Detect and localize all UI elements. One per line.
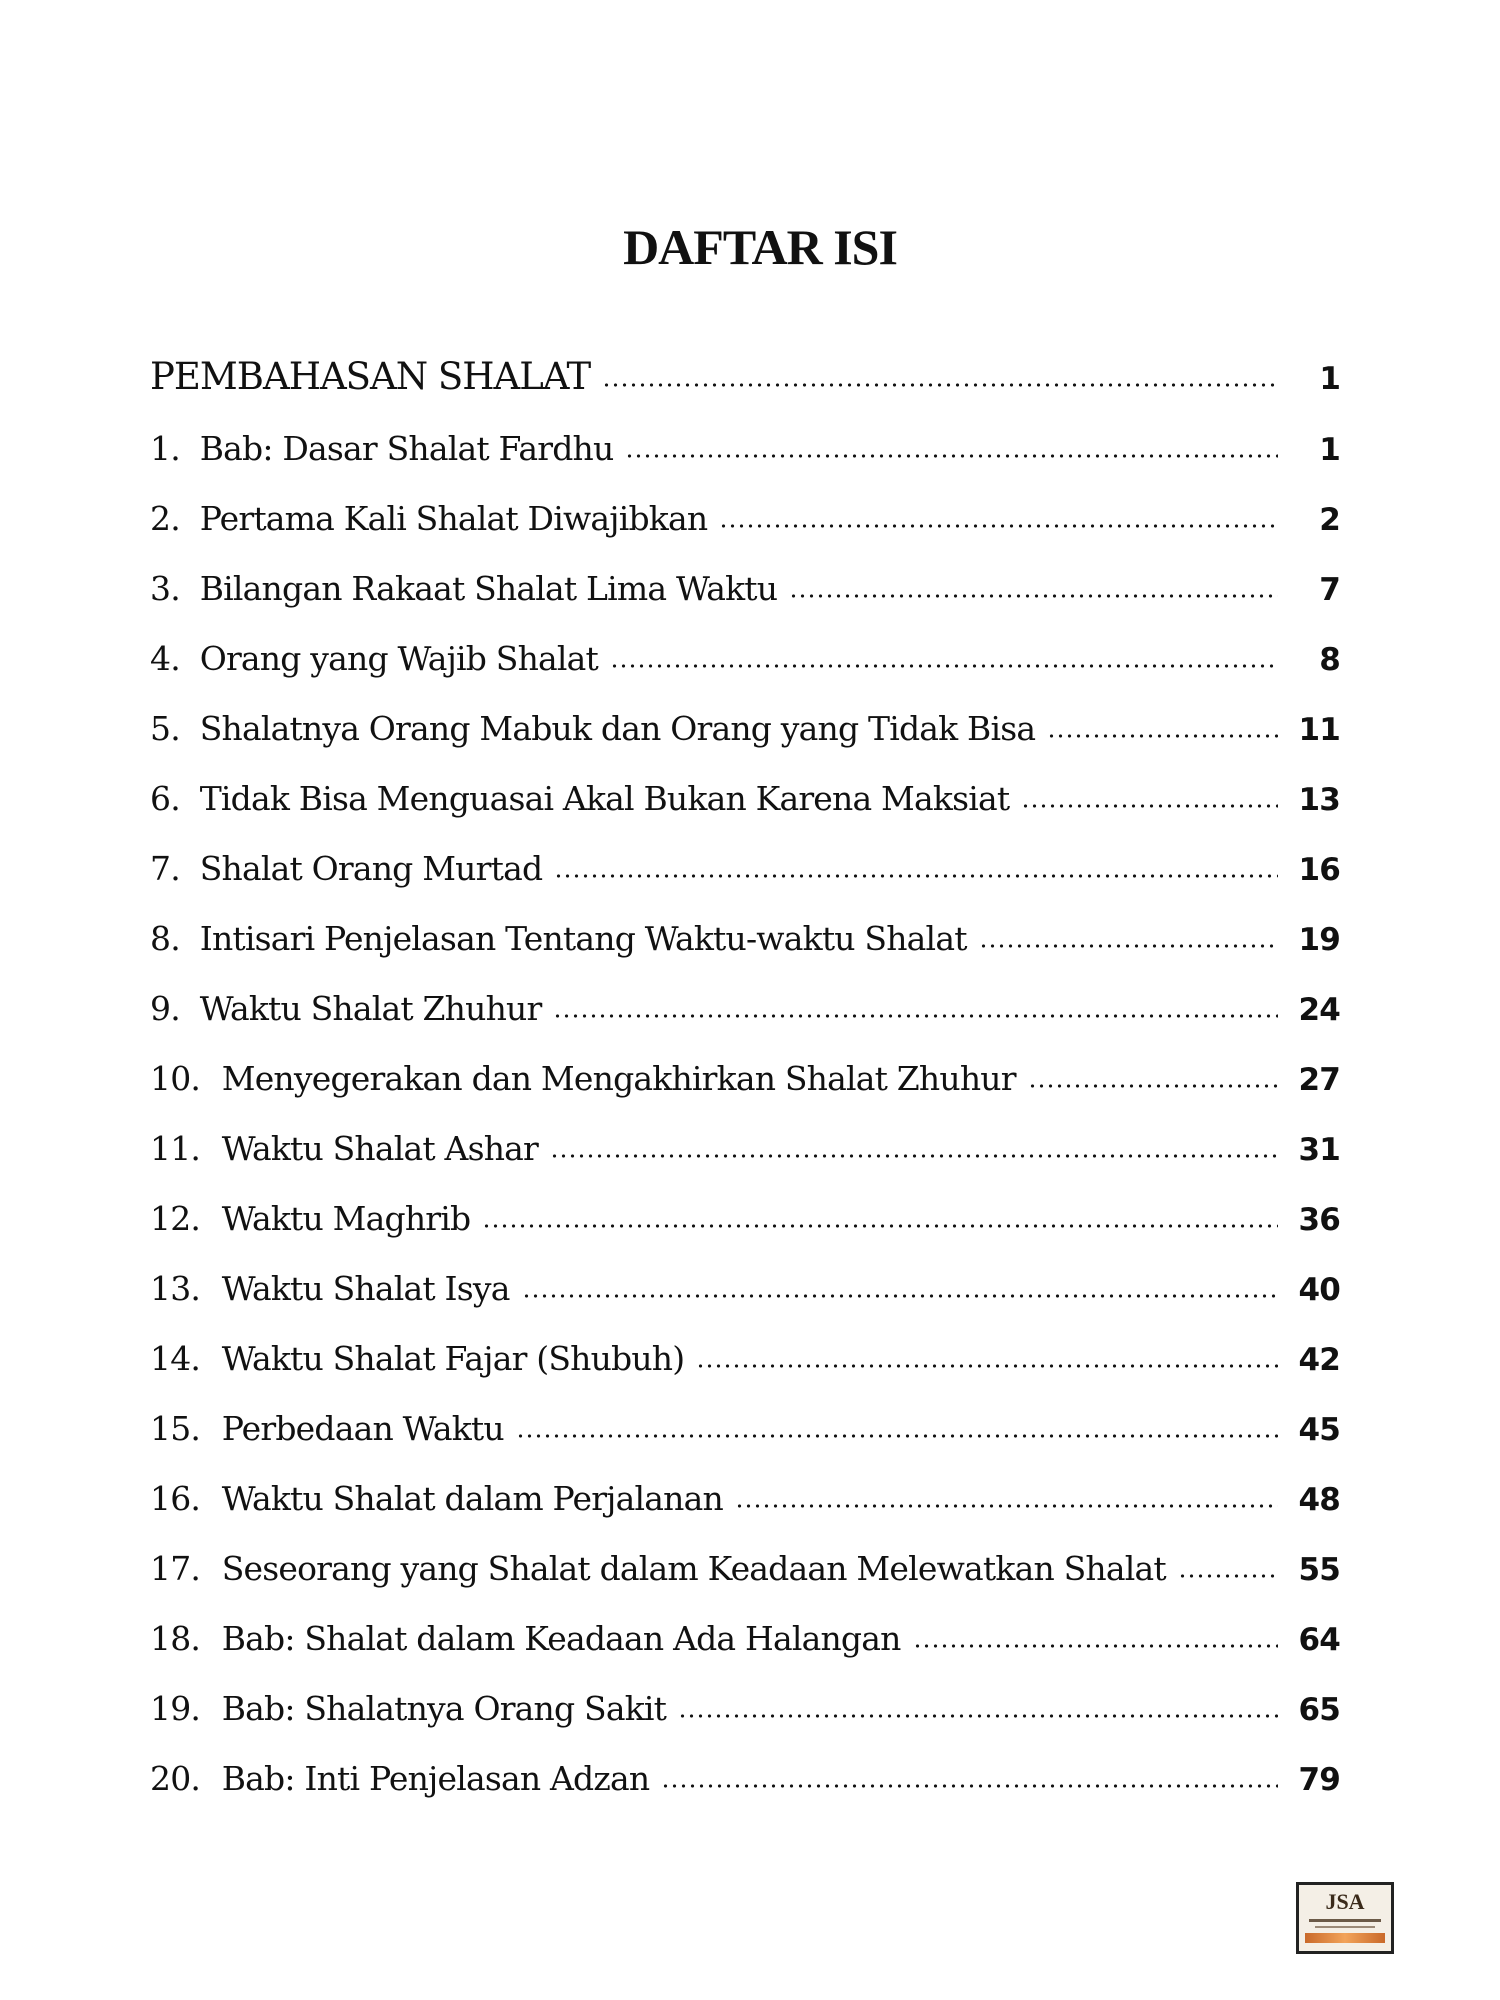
toc-entry-page: 24 [1298,992,1340,1028]
toc-entry-row[interactable] [150,569,1340,639]
toc-entry-title: Bab: Dasar Shalat Fardhu [199,429,614,468]
dot-leader [522,1294,1278,1298]
toc-entry-row[interactable] [150,779,1340,849]
toc-entry-list [150,429,1340,1829]
toc-entry-row[interactable] [150,1339,1340,1409]
toc-entry-title: Waktu Shalat Ashar [221,1129,539,1168]
toc-entry-title: Bab: Inti Penjelasan Adzan [221,1759,650,1798]
toc-entry-row[interactable] [150,1759,1340,1829]
toc-entry-title: Shalat Orang Murtad [199,849,543,888]
toc-entry-page: 65 [1298,1692,1340,1728]
dot-leader [1021,804,1278,808]
dot-leader [661,1784,1278,1788]
toc-entry-number: 4. [150,639,180,678]
logo-text: JSA [1325,1889,1365,1914]
toc-entry-title: Waktu Shalat Fajar (Shubuh) [221,1339,685,1378]
toc-entry-label [150,1199,470,1238]
dot-leader [789,594,1278,598]
toc-entry-label [150,429,613,468]
toc-entry-row[interactable] [150,849,1340,919]
dot-leader [979,944,1278,948]
table-of-contents [150,355,1340,1829]
toc-entry-row[interactable] [150,1619,1340,1689]
toc-entry-title: Waktu Shalat dalam Perjalanan [221,1479,723,1518]
toc-entry-row[interactable] [150,1479,1340,1549]
toc-entry-page: 16 [1298,852,1340,888]
dot-leader [554,874,1278,878]
toc-entry-title: Menyegerakan dan Mengakhirkan Shalat Zhuhur [221,1059,1016,1098]
toc-entry-label [150,709,1035,748]
toc-entry-label [150,779,1009,818]
toc-entry-row[interactable] [150,1199,1340,1269]
toc-entry-label [150,1339,684,1378]
toc-entry-label [150,849,542,888]
dot-leader [735,1504,1278,1508]
toc-entry-page: 11 [1298,712,1340,748]
toc-entry-page: 27 [1298,1062,1340,1098]
dot-leader [482,1224,1278,1228]
toc-entry-number: 17. [150,1549,201,1588]
dot-leader [1178,1574,1278,1578]
toc-entry-page: 64 [1298,1622,1340,1658]
toc-entry-title: Waktu Maghrib [221,1199,471,1238]
toc-entry-page: 79 [1298,1762,1340,1798]
toc-entry-number: 20. [150,1759,201,1798]
toc-entry-title: Waktu Shalat Isya [221,1269,510,1308]
toc-entry-label [150,639,598,678]
toc-entry-label [150,1619,901,1658]
toc-entry-row[interactable] [150,919,1340,989]
toc-entry-title: Waktu Shalat Zhuhur [199,989,542,1028]
toc-entry-page: 1 [1319,432,1340,468]
toc-entry-row[interactable] [150,989,1340,1059]
publisher-logo-icon [1296,1882,1394,1954]
toc-entry-label [150,1129,538,1168]
toc-entry-page: 45 [1298,1412,1340,1448]
toc-section-row[interactable] [150,355,1340,429]
toc-entry-title: Bab: Shalat dalam Keadaan Ada Halangan [221,1619,901,1658]
toc-entry-number: 2. [150,499,180,538]
toc-entry-label [150,1409,504,1448]
toc-entry-title: Tidak Bisa Menguasai Akal Bukan Karena Maksiat [199,779,1010,818]
toc-entry-row[interactable] [150,1409,1340,1479]
toc-entry-number: 19. [150,1689,201,1728]
toc-entry-page: 7 [1319,572,1340,608]
toc-entry-title: Perbedaan Waktu [221,1409,504,1448]
dot-leader [719,524,1278,528]
toc-entry-row[interactable] [150,499,1340,569]
dot-leader [696,1364,1278,1368]
toc-entry-title: Intisari Penjelasan Tentang Waktu-waktu Shalat [199,919,967,958]
toc-entry-page: 55 [1298,1552,1340,1588]
dot-leader [550,1154,1278,1158]
toc-entry-row[interactable] [150,709,1340,779]
toc-entry-number: 12. [150,1199,201,1238]
toc-entry-number: 10. [150,1059,201,1098]
toc-entry-page: 40 [1298,1272,1340,1308]
logo-line [1315,1926,1375,1928]
toc-entry-number: 7. [150,849,180,888]
toc-entry-number: 9. [150,989,180,1028]
toc-entry-label [150,1549,1166,1588]
toc-entry-row[interactable] [150,429,1340,499]
toc-entry-page: 36 [1298,1202,1340,1238]
logo-bar [1305,1933,1385,1943]
toc-entry-number: 8. [150,919,180,958]
page-title: DAFTAR ISI [623,219,897,275]
toc-entry-page: 31 [1298,1132,1340,1168]
dot-leader [625,454,1278,458]
toc-entry-title: Seseorang yang Shalat dalam Keadaan Melewatkan Shalat [221,1549,1166,1588]
toc-entry-row[interactable] [150,639,1340,709]
toc-entry-number: 14. [150,1339,201,1378]
toc-section-page: 1 [1319,361,1340,397]
toc-entry-number: 18. [150,1619,201,1658]
toc-entry-label [150,499,707,538]
toc-section-label: PEMBAHASAN SHALAT [150,355,591,398]
dot-leader [1047,734,1278,738]
toc-entry-label [150,1479,723,1518]
dot-leader [610,664,1278,668]
toc-entry-number: 16. [150,1479,201,1518]
toc-entry-label [150,1759,649,1798]
toc-entry-number: 13. [150,1269,201,1308]
toc-entry-label [150,919,967,958]
toc-entry-title: Bab: Shalatnya Orang Sakit [221,1689,667,1728]
dot-leader [602,383,1278,387]
toc-entry-page: 8 [1319,642,1340,678]
toc-entry-number: 3. [150,569,180,608]
toc-entry-title: Bilangan Rakaat Shalat Lima Waktu [199,569,778,608]
toc-entry-number: 15. [150,1409,201,1448]
dot-leader [516,1434,1278,1438]
toc-entry-row[interactable] [150,1129,1340,1199]
toc-entry-label [150,569,777,608]
dot-leader [913,1644,1278,1648]
toc-entry-label [150,1269,510,1308]
toc-entry-page: 13 [1298,782,1340,818]
toc-entry-label [150,989,541,1028]
toc-entry-page: 48 [1298,1482,1340,1518]
logo-line [1309,1919,1381,1922]
toc-entry-title: Pertama Kali Shalat Diwajibkan [199,499,708,538]
dot-leader [553,1014,1278,1018]
toc-entry-row[interactable] [150,1689,1340,1759]
toc-entry-label [150,1059,1016,1098]
toc-entry-number: 1. [150,429,180,468]
toc-entry-title: Shalatnya Orang Mabuk dan Orang yang Tidak Bisa [199,709,1036,748]
toc-entry-number: 5. [150,709,180,748]
toc-entry-row[interactable] [150,1549,1340,1619]
toc-entry-number: 11. [150,1129,201,1168]
toc-entry-row[interactable] [150,1059,1340,1129]
toc-entry-row[interactable] [150,1269,1340,1339]
toc-entry-page: 42 [1298,1342,1340,1378]
dot-leader [678,1714,1278,1718]
toc-entry-page: 19 [1298,922,1340,958]
dot-leader [1028,1084,1278,1088]
toc-entry-number: 6. [150,779,180,818]
toc-entry-label [150,1689,666,1728]
toc-entry-page: 2 [1319,502,1340,538]
toc-entry-title: Orang yang Wajib Shalat [199,639,599,678]
